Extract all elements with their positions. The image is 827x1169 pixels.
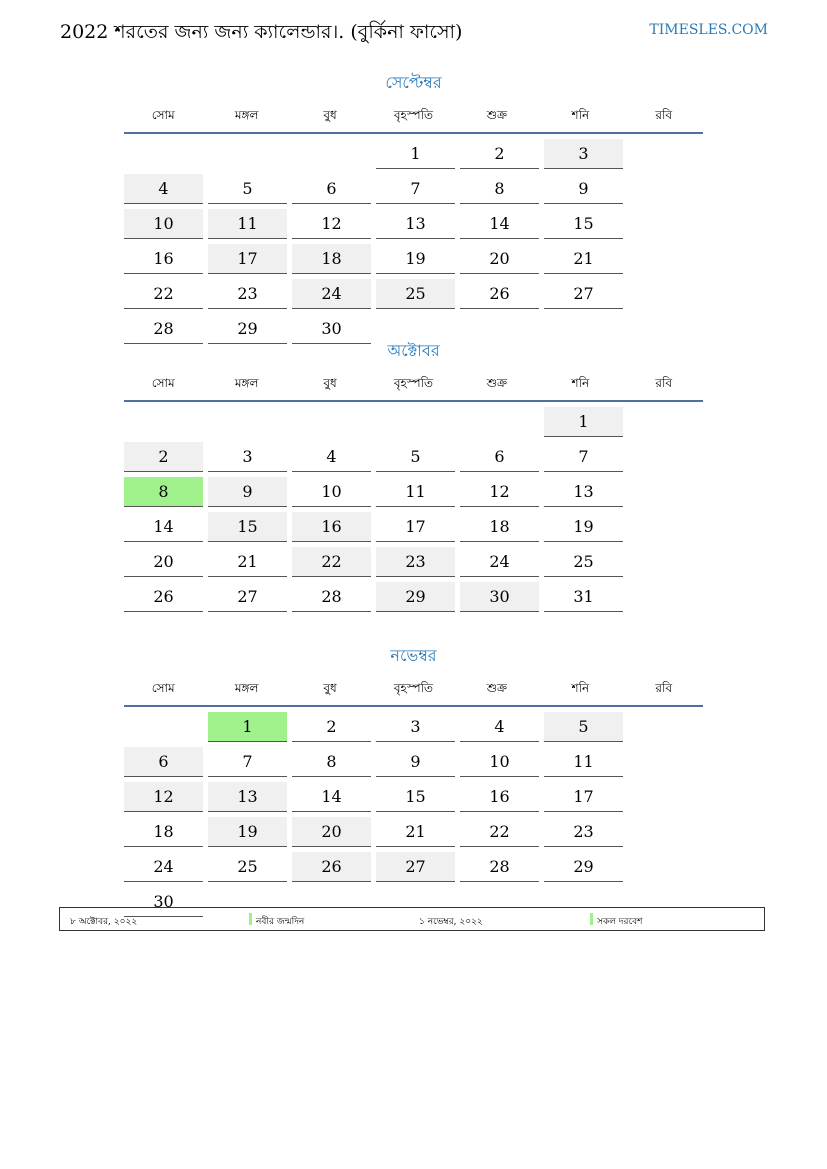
- empty-cell: [292, 139, 371, 169]
- day-cell: 8: [292, 747, 371, 777]
- day-cell: 28: [124, 314, 203, 344]
- month-october: [124, 338, 703, 612]
- day-cell: 1: [544, 407, 623, 437]
- day-grid: [124, 712, 703, 917]
- day-cell: 4: [292, 442, 371, 472]
- month-september: [124, 70, 703, 344]
- day-grid: [124, 407, 703, 612]
- day-cell: 13: [544, 477, 623, 507]
- month-title: অক্টোবর: [387, 341, 440, 360]
- weekday-label: বুধ: [323, 376, 337, 390]
- day-cell: 7: [376, 174, 455, 204]
- weekday-label: সোম: [151, 376, 175, 390]
- legend-date: ৮ অক্টোবর, ২০২২: [70, 917, 138, 927]
- day-cell: 14: [292, 782, 371, 812]
- day-cell: 27: [544, 279, 623, 309]
- day-cell: 23: [544, 817, 623, 847]
- day-cell: 16: [292, 512, 371, 542]
- day-cell: 23: [208, 279, 287, 309]
- site-link[interactable]: TIMESLES.COM: [649, 22, 768, 38]
- month-title: নভেম্বর: [390, 646, 437, 665]
- day-cell: 7: [208, 747, 287, 777]
- day-cell: 9: [208, 477, 287, 507]
- legend-date: ১ নভেম্বর, ২০২২: [419, 917, 483, 927]
- day-cell: 12: [124, 782, 203, 812]
- day-cell: 4: [124, 174, 203, 204]
- weekday-label: রবি: [655, 108, 673, 122]
- day-cell: 4: [460, 712, 539, 742]
- weekday-label: বৃহস্পতি: [393, 681, 434, 695]
- legend-holiday-name: সকল দরবেশ: [597, 917, 643, 927]
- day-cell: 30: [292, 314, 371, 344]
- day-cell: 5: [544, 712, 623, 742]
- day-cell: 1: [208, 712, 287, 742]
- day-cell: 31: [544, 582, 623, 612]
- empty-cell: [208, 139, 287, 169]
- day-cell: 5: [376, 442, 455, 472]
- holiday-marker-icon: [590, 913, 593, 925]
- weekday-label: মঙ্গল: [234, 681, 259, 695]
- day-cell: 18: [460, 512, 539, 542]
- day-cell: 15: [208, 512, 287, 542]
- day-cell: 29: [208, 314, 287, 344]
- day-cell: 25: [208, 852, 287, 882]
- day-cell: 17: [376, 512, 455, 542]
- day-cell: 21: [376, 817, 455, 847]
- day-cell: 17: [208, 244, 287, 274]
- empty-cell: [124, 407, 203, 437]
- day-cell: 26: [460, 279, 539, 309]
- day-cell: 20: [124, 547, 203, 577]
- day-cell: 18: [292, 244, 371, 274]
- weekday-header: [124, 677, 703, 707]
- day-cell: 8: [460, 174, 539, 204]
- day-cell: 22: [124, 279, 203, 309]
- day-cell: 11: [208, 209, 287, 239]
- weekday-label: শুক্র: [486, 108, 508, 122]
- weekday-label: বুধ: [323, 681, 337, 695]
- day-cell: 14: [460, 209, 539, 239]
- day-cell: 15: [376, 782, 455, 812]
- day-cell: 26: [292, 852, 371, 882]
- day-grid: [124, 139, 703, 344]
- day-cell: 19: [544, 512, 623, 542]
- day-cell: 22: [292, 547, 371, 577]
- day-cell: 25: [544, 547, 623, 577]
- weekday-label: শনি: [571, 108, 590, 122]
- day-cell: 2: [124, 442, 203, 472]
- legend-holiday-name: নবীর জন্মদিন: [256, 917, 305, 927]
- day-cell: 21: [208, 547, 287, 577]
- weekday-label: বৃহস্পতি: [393, 108, 434, 122]
- day-cell: 5: [208, 174, 287, 204]
- day-cell: 13: [376, 209, 455, 239]
- weekday-label: মঙ্গল: [234, 108, 259, 122]
- day-cell: 16: [124, 244, 203, 274]
- weekday-label: বুধ: [323, 108, 337, 122]
- day-cell: 19: [376, 244, 455, 274]
- day-cell: 6: [460, 442, 539, 472]
- day-cell: 20: [460, 244, 539, 274]
- weekday-label: শুক্র: [486, 376, 508, 390]
- day-cell: 22: [460, 817, 539, 847]
- empty-cell: [292, 407, 371, 437]
- day-cell: 19: [208, 817, 287, 847]
- day-cell: 13: [208, 782, 287, 812]
- day-cell: 29: [544, 852, 623, 882]
- day-cell: 18: [124, 817, 203, 847]
- month-title: সেপ্টেম্বর: [385, 73, 442, 92]
- day-cell: 21: [544, 244, 623, 274]
- weekday-label: সোম: [151, 108, 175, 122]
- day-cell: 3: [208, 442, 287, 472]
- day-cell: 17: [544, 782, 623, 812]
- day-cell: 15: [544, 209, 623, 239]
- month-november: [124, 643, 703, 917]
- empty-cell: [460, 407, 539, 437]
- weekday-label: রবি: [655, 681, 673, 695]
- weekday-label: শনি: [571, 376, 590, 390]
- day-cell: 9: [544, 174, 623, 204]
- day-cell: 1: [376, 139, 455, 169]
- day-cell: 27: [208, 582, 287, 612]
- weekday-label: বৃহস্পতি: [393, 376, 434, 390]
- holiday-legend: [59, 907, 765, 931]
- day-cell: 10: [292, 477, 371, 507]
- day-cell: 6: [124, 747, 203, 777]
- day-cell: 24: [124, 852, 203, 882]
- day-cell: 16: [460, 782, 539, 812]
- weekday-label: সোম: [151, 681, 175, 695]
- day-cell: 25: [376, 279, 455, 309]
- day-cell: 30: [460, 582, 539, 612]
- day-cell: 10: [460, 747, 539, 777]
- day-cell: 9: [376, 747, 455, 777]
- empty-cell: [208, 407, 287, 437]
- holiday-marker-icon: [249, 913, 252, 925]
- day-cell: 8: [124, 477, 203, 507]
- day-cell: 3: [544, 139, 623, 169]
- day-cell: 29: [376, 582, 455, 612]
- page-title: 2022 শরতের জন্য জন্য ক্যালেন্ডার।. (বুর্কিনা ফাসো): [60, 21, 463, 43]
- day-cell: 26: [124, 582, 203, 612]
- weekday-label: মঙ্গল: [234, 376, 259, 390]
- weekday-label: রবি: [655, 376, 673, 390]
- day-cell: 28: [460, 852, 539, 882]
- day-cell: 20: [292, 817, 371, 847]
- day-cell: 7: [544, 442, 623, 472]
- weekday-label: শুক্র: [486, 681, 508, 695]
- day-cell: 27: [376, 852, 455, 882]
- day-cell: 3: [376, 712, 455, 742]
- weekday-label: শনি: [571, 681, 590, 695]
- day-cell: 23: [376, 547, 455, 577]
- day-cell: 12: [292, 209, 371, 239]
- day-cell: 28: [292, 582, 371, 612]
- day-cell: 24: [292, 279, 371, 309]
- day-cell: 11: [544, 747, 623, 777]
- empty-cell: [124, 712, 203, 742]
- day-cell: 24: [460, 547, 539, 577]
- weekday-header: [124, 372, 703, 402]
- day-cell: 30: [124, 887, 203, 917]
- day-cell: 2: [292, 712, 371, 742]
- day-cell: 14: [124, 512, 203, 542]
- day-cell: 11: [376, 477, 455, 507]
- empty-cell: [124, 139, 203, 169]
- day-cell: 2: [460, 139, 539, 169]
- empty-cell: [376, 407, 455, 437]
- day-cell: 6: [292, 174, 371, 204]
- day-cell: 10: [124, 209, 203, 239]
- day-cell: 12: [460, 477, 539, 507]
- weekday-header: [124, 104, 703, 134]
